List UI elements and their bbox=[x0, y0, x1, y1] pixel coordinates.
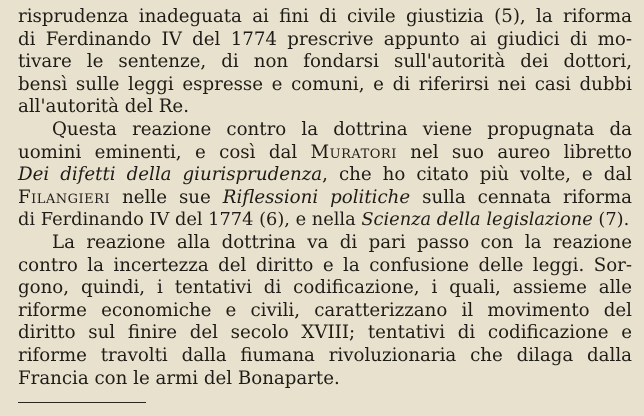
text-line bbox=[18, 209, 632, 232]
text-line: riforme economiche e civili, caratterizzano il movimento del bbox=[18, 299, 632, 321]
text-line: risprudenza inadeguata ai fini di civile giustizia (5), la riforma bbox=[18, 6, 632, 27]
text-line: contro la incertezza del diritto e la confusione delle leggi. Sor- bbox=[18, 254, 632, 276]
author-name-muratori: Muratori bbox=[310, 141, 397, 163]
author-name-filangieri: Filangieri bbox=[18, 186, 111, 208]
text-line bbox=[18, 142, 632, 165]
book-title: Dei difetti della giurisprudenza bbox=[18, 164, 323, 186]
text-line: all'autorità del Re. bbox=[18, 96, 189, 118]
text-run: (7). bbox=[592, 209, 630, 231]
text-line: tivare le sentenze, di non fondarsi sull'autorità dei dottori, bbox=[18, 51, 632, 73]
text-line bbox=[18, 187, 632, 210]
text-line: Questa reazione contro la dottrina viene propugnata da bbox=[52, 118, 632, 140]
text-line: Francia con le armi del Bonaparte. bbox=[18, 367, 340, 389]
document-body bbox=[18, 6, 632, 390]
text-run: , che ho citato più volte, e dal bbox=[322, 164, 633, 186]
text-run: nelle sue bbox=[110, 186, 223, 208]
paragraph-1 bbox=[18, 6, 632, 119]
text-line: diritto sul finire del secolo XVIII; tentativi di codificazione e bbox=[18, 322, 632, 344]
paragraph-2 bbox=[18, 119, 632, 232]
text-line: riforme travolti dalla fiumana rivoluzionaria che dilaga dalla bbox=[18, 344, 632, 366]
text-line: di Ferdinando IV del 1774 prescrive appunto ai giudici di mo- bbox=[18, 28, 632, 50]
text-run: nel suo aureo libretto bbox=[396, 141, 632, 163]
text-line: gono, quindi, i tentativi di codificazione, i quali, assieme alle bbox=[18, 277, 632, 299]
text-line bbox=[18, 164, 632, 187]
text-line: bensì sulle leggi espresse e comuni, e di riferirsi nei casi dubbi bbox=[18, 73, 632, 95]
text-run: sulla cennata riforma bbox=[410, 186, 633, 208]
text-run: di Ferdinando IV del 1774 (6), e nella bbox=[18, 209, 362, 231]
book-title: Scienza della legislazione bbox=[361, 209, 593, 231]
book-title: Riflessioni politiche bbox=[222, 186, 411, 208]
text-line: La reazione alla dottrina va di pari passo con la reazione bbox=[52, 231, 632, 253]
footnote-divider bbox=[18, 402, 146, 403]
text-run: uomini eminenti, e così dal bbox=[18, 141, 311, 163]
paragraph-3 bbox=[18, 232, 632, 390]
